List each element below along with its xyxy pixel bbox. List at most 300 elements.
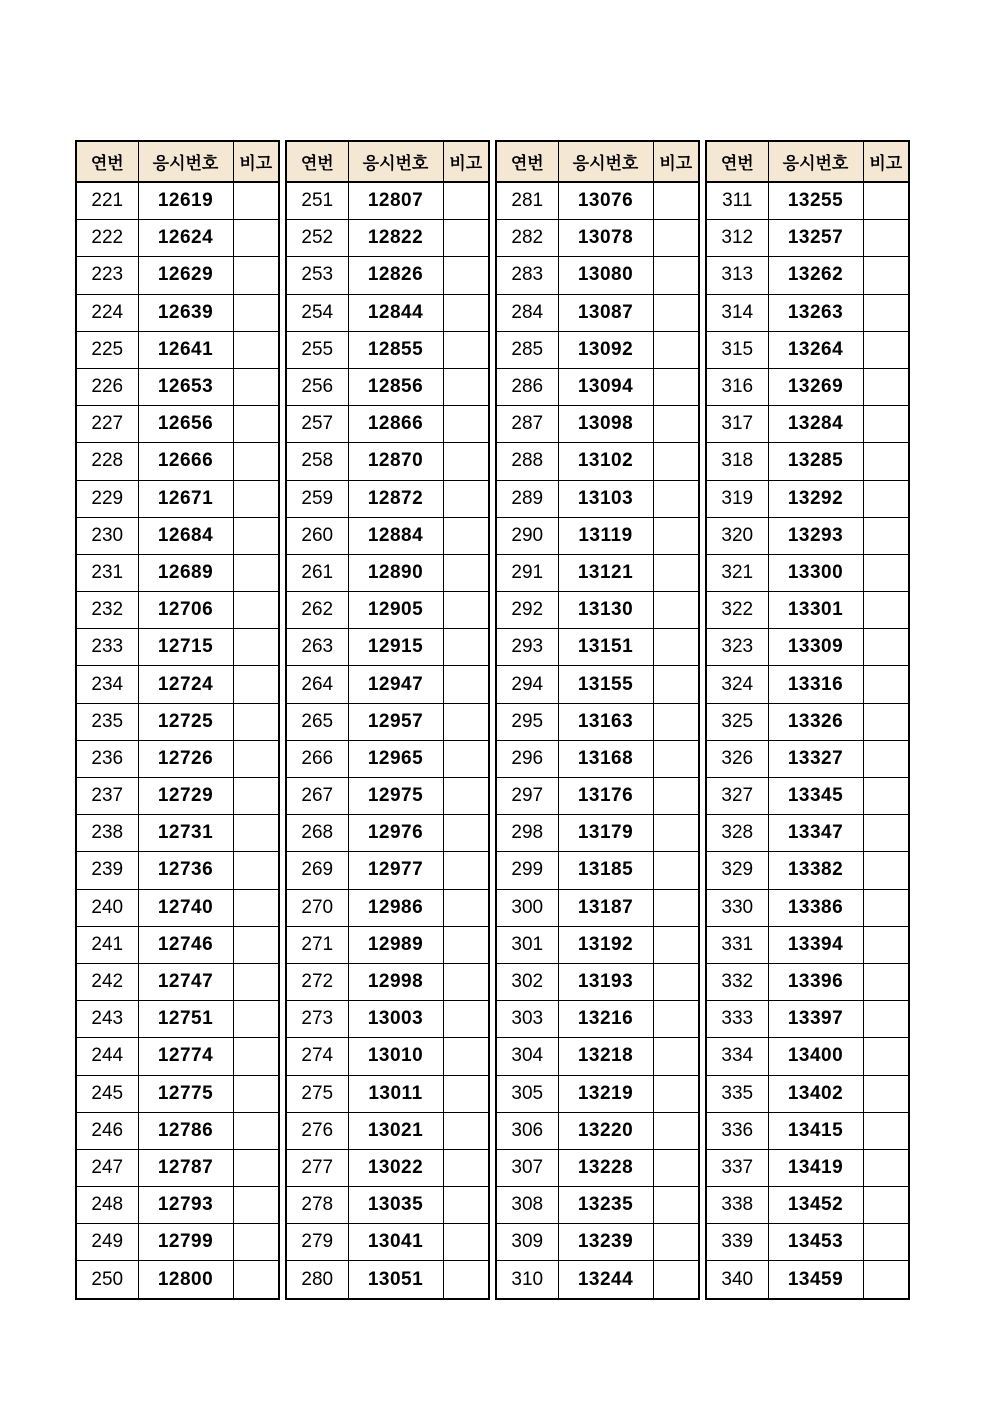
table-row <box>496 889 699 926</box>
serial-cell: 277 <box>286 1149 348 1186</box>
serial-cell: 229 <box>76 480 138 517</box>
remark-cell <box>443 889 489 926</box>
exam-number-cell: 12800 <box>138 1261 233 1299</box>
serial-cell: 295 <box>496 703 558 740</box>
remark-cell <box>863 480 909 517</box>
serial-cell: 317 <box>706 406 768 443</box>
serial-cell: 288 <box>496 443 558 480</box>
remark-cell <box>653 852 699 889</box>
serial-cell: 286 <box>496 368 558 405</box>
exam-number-cell: 12746 <box>138 926 233 963</box>
table-row <box>286 703 489 740</box>
table-row <box>496 1112 699 1149</box>
exam-number-cell: 13051 <box>348 1261 443 1299</box>
remark-cell <box>863 368 909 405</box>
serial-cell: 334 <box>706 1038 768 1075</box>
remark-cell <box>863 592 909 629</box>
table-row <box>286 889 489 926</box>
serial-cell: 267 <box>286 778 348 815</box>
exam-number-cell: 12826 <box>348 257 443 294</box>
exam-number-cell: 12619 <box>138 182 233 220</box>
serial-cell: 245 <box>76 1075 138 1112</box>
table-row <box>76 666 279 703</box>
header-row <box>496 141 699 182</box>
exam-number-cell: 12870 <box>348 443 443 480</box>
table-row <box>496 220 699 257</box>
table-row <box>496 406 699 443</box>
remark-cell <box>653 1261 699 1299</box>
column-header-exam-number: 응시번호 <box>348 141 443 182</box>
remark-cell <box>233 443 279 480</box>
remark-cell <box>653 740 699 777</box>
remark-cell <box>233 1038 279 1075</box>
exam-number-cell: 13400 <box>768 1038 863 1075</box>
table-row <box>286 1149 489 1186</box>
exam-number-cell: 13459 <box>768 1261 863 1299</box>
exam-number-cell: 12890 <box>348 554 443 591</box>
remark-cell <box>863 406 909 443</box>
table-row <box>76 703 279 740</box>
column-header-exam-number: 응시번호 <box>558 141 653 182</box>
remark-cell <box>443 778 489 815</box>
remark-cell <box>443 852 489 889</box>
serial-cell: 289 <box>496 480 558 517</box>
exam-number-cell: 13396 <box>768 963 863 1000</box>
exam-number-cell: 13453 <box>768 1224 863 1261</box>
remark-cell <box>443 1261 489 1299</box>
remark-cell <box>443 1001 489 1038</box>
exam-number-cell: 12751 <box>138 1001 233 1038</box>
remark-cell <box>443 1038 489 1075</box>
serial-cell: 321 <box>706 554 768 591</box>
serial-cell: 329 <box>706 852 768 889</box>
table-row <box>286 331 489 368</box>
table-row <box>76 443 279 480</box>
serial-cell: 300 <box>496 889 558 926</box>
remark-cell <box>233 1187 279 1224</box>
serial-cell: 275 <box>286 1075 348 1112</box>
table-row <box>706 815 909 852</box>
exam-number-cell: 13121 <box>558 554 653 591</box>
table-row <box>496 778 699 815</box>
exam-number-cell: 13078 <box>558 220 653 257</box>
serial-cell: 243 <box>76 1001 138 1038</box>
serial-cell: 319 <box>706 480 768 517</box>
table-row <box>286 852 489 889</box>
serial-cell: 284 <box>496 294 558 331</box>
exam-number-cell: 12787 <box>138 1149 233 1186</box>
exam-number-cell: 12689 <box>138 554 233 591</box>
table-row <box>76 963 279 1000</box>
table-row <box>286 926 489 963</box>
exam-number-cell: 12629 <box>138 257 233 294</box>
exam-number-cell: 13076 <box>558 182 653 220</box>
table-row <box>286 554 489 591</box>
serial-cell: 226 <box>76 368 138 405</box>
serial-cell: 311 <box>706 182 768 220</box>
serial-cell: 273 <box>286 1001 348 1038</box>
table-row <box>706 1224 909 1261</box>
exam-number-cell: 13035 <box>348 1187 443 1224</box>
exam-number-cell: 12822 <box>348 220 443 257</box>
exam-number-cell: 13293 <box>768 517 863 554</box>
exam-number-cell: 12786 <box>138 1112 233 1149</box>
exam-number-cell: 13415 <box>768 1112 863 1149</box>
exam-number-cell: 13228 <box>558 1149 653 1186</box>
remark-cell <box>233 666 279 703</box>
exam-number-cell: 12855 <box>348 331 443 368</box>
column-header-exam-number: 응시번호 <box>138 141 233 182</box>
exam-number-cell: 13386 <box>768 889 863 926</box>
table-row <box>706 294 909 331</box>
serial-cell: 320 <box>706 517 768 554</box>
table-row <box>706 182 909 220</box>
remark-cell <box>443 1224 489 1261</box>
remark-cell <box>443 554 489 591</box>
serial-cell: 235 <box>76 703 138 740</box>
column-header-serial: 연번 <box>286 141 348 182</box>
serial-cell: 291 <box>496 554 558 591</box>
remark-cell <box>443 740 489 777</box>
serial-cell: 331 <box>706 926 768 963</box>
serial-cell: 296 <box>496 740 558 777</box>
serial-cell: 265 <box>286 703 348 740</box>
table-row <box>496 703 699 740</box>
remark-cell <box>233 1001 279 1038</box>
remark-cell <box>233 703 279 740</box>
remark-cell <box>653 554 699 591</box>
remark-cell <box>233 1075 279 1112</box>
serial-cell: 225 <box>76 331 138 368</box>
table-row <box>496 592 699 629</box>
table-row <box>76 1187 279 1224</box>
remark-cell <box>653 517 699 554</box>
remark-cell <box>863 666 909 703</box>
serial-cell: 279 <box>286 1224 348 1261</box>
exam-number-cell: 12624 <box>138 220 233 257</box>
remark-cell <box>233 368 279 405</box>
table-row <box>286 815 489 852</box>
serial-cell: 302 <box>496 963 558 1000</box>
remark-cell <box>443 1187 489 1224</box>
table-row <box>286 517 489 554</box>
exam-number-cell: 13284 <box>768 406 863 443</box>
serial-cell: 276 <box>286 1112 348 1149</box>
exam-number-cell: 12747 <box>138 963 233 1000</box>
exam-number-cell: 13345 <box>768 778 863 815</box>
exam-number-cell: 13103 <box>558 480 653 517</box>
table-row <box>706 666 909 703</box>
table-row <box>76 740 279 777</box>
exam-number-cell: 13255 <box>768 182 863 220</box>
serial-cell: 290 <box>496 517 558 554</box>
serial-cell: 340 <box>706 1261 768 1299</box>
serial-cell: 332 <box>706 963 768 1000</box>
table-row <box>496 666 699 703</box>
remark-cell <box>863 554 909 591</box>
table-row <box>76 294 279 331</box>
exam-number-cell: 13419 <box>768 1149 863 1186</box>
remark-cell <box>233 220 279 257</box>
serial-cell: 248 <box>76 1187 138 1224</box>
remark-cell <box>653 480 699 517</box>
exam-number-cell: 13163 <box>558 703 653 740</box>
remark-cell <box>653 368 699 405</box>
exam-number-cell: 13382 <box>768 852 863 889</box>
exam-number-cell: 13402 <box>768 1075 863 1112</box>
exam-number-cell: 13327 <box>768 740 863 777</box>
serial-cell: 223 <box>76 257 138 294</box>
remark-cell <box>863 517 909 554</box>
remark-cell <box>443 1112 489 1149</box>
serial-cell: 325 <box>706 703 768 740</box>
remark-cell <box>863 629 909 666</box>
table-row <box>286 666 489 703</box>
remark-cell <box>233 406 279 443</box>
exam-number-cell: 12641 <box>138 331 233 368</box>
table-row <box>496 1224 699 1261</box>
serial-cell: 312 <box>706 220 768 257</box>
remark-cell <box>863 740 909 777</box>
column-header-exam-number: 응시번호 <box>768 141 863 182</box>
exam-number-cell: 12866 <box>348 406 443 443</box>
table-row <box>706 852 909 889</box>
remark-cell <box>653 1149 699 1186</box>
remark-cell <box>863 852 909 889</box>
exam-number-cell: 12775 <box>138 1075 233 1112</box>
remark-cell <box>653 1112 699 1149</box>
serial-cell: 322 <box>706 592 768 629</box>
serial-cell: 227 <box>76 406 138 443</box>
table-row <box>76 1075 279 1112</box>
serial-cell: 270 <box>286 889 348 926</box>
table-row <box>496 1261 699 1299</box>
header-row <box>286 141 489 182</box>
table-row <box>76 852 279 889</box>
column-header-remark: 비고 <box>443 141 489 182</box>
exam-number-cell: 13130 <box>558 592 653 629</box>
exam-number-cell: 13010 <box>348 1038 443 1075</box>
exam-number-cell: 13300 <box>768 554 863 591</box>
exam-number-cell: 13021 <box>348 1112 443 1149</box>
table-row <box>76 926 279 963</box>
table-row <box>706 368 909 405</box>
serial-cell: 314 <box>706 294 768 331</box>
table-row <box>286 1112 489 1149</box>
serial-cell: 294 <box>496 666 558 703</box>
exam-number-cell: 13264 <box>768 331 863 368</box>
exam-number-cell: 12915 <box>348 629 443 666</box>
serial-cell: 237 <box>76 778 138 815</box>
exam-number-cell: 12989 <box>348 926 443 963</box>
exam-number-cell: 12905 <box>348 592 443 629</box>
remark-cell <box>863 1112 909 1149</box>
column-header-remark: 비고 <box>863 141 909 182</box>
exam-number-cell: 13263 <box>768 294 863 331</box>
exam-number-cell: 12844 <box>348 294 443 331</box>
remark-cell <box>443 406 489 443</box>
remark-cell <box>233 1112 279 1149</box>
serial-cell: 262 <box>286 592 348 629</box>
exam-number-cell: 12653 <box>138 368 233 405</box>
serial-cell: 336 <box>706 1112 768 1149</box>
table-row <box>76 406 279 443</box>
exam-number-cell: 12977 <box>348 852 443 889</box>
table-row <box>496 294 699 331</box>
remark-cell <box>653 592 699 629</box>
remark-cell <box>653 257 699 294</box>
exam-number-cell: 13244 <box>558 1261 653 1299</box>
table-row <box>286 778 489 815</box>
table-row <box>706 1187 909 1224</box>
remark-cell <box>863 1075 909 1112</box>
table-row <box>496 443 699 480</box>
table-row <box>496 368 699 405</box>
remark-cell <box>863 257 909 294</box>
remark-cell <box>653 926 699 963</box>
serial-cell: 292 <box>496 592 558 629</box>
serial-cell: 266 <box>286 740 348 777</box>
exam-number-cell: 12740 <box>138 889 233 926</box>
serial-cell: 333 <box>706 1001 768 1038</box>
table-row <box>286 1001 489 1038</box>
remark-cell <box>863 963 909 1000</box>
table-row <box>706 443 909 480</box>
remark-cell <box>653 443 699 480</box>
table-row <box>706 517 909 554</box>
remark-cell <box>443 1149 489 1186</box>
exam-number-cell: 13155 <box>558 666 653 703</box>
serial-cell: 240 <box>76 889 138 926</box>
exam-number-cell: 13257 <box>768 220 863 257</box>
exam-number-cell: 13285 <box>768 443 863 480</box>
serial-cell: 323 <box>706 629 768 666</box>
remark-cell <box>863 1187 909 1224</box>
remark-cell <box>233 1224 279 1261</box>
remark-cell <box>653 406 699 443</box>
remark-cell <box>233 778 279 815</box>
serial-cell: 308 <box>496 1187 558 1224</box>
remark-cell <box>863 443 909 480</box>
table-row <box>286 406 489 443</box>
table-row <box>76 1038 279 1075</box>
table-row <box>496 554 699 591</box>
serial-cell: 307 <box>496 1149 558 1186</box>
exam-number-cell: 13102 <box>558 443 653 480</box>
table-header <box>496 141 699 182</box>
exam-number-cell: 12731 <box>138 815 233 852</box>
remark-cell <box>443 480 489 517</box>
serial-cell: 252 <box>286 220 348 257</box>
table-row <box>706 1001 909 1038</box>
table-row <box>286 1075 489 1112</box>
exam-number-cell: 12799 <box>138 1224 233 1261</box>
remark-cell <box>233 1261 279 1299</box>
exam-number-cell: 13309 <box>768 629 863 666</box>
remark-cell <box>233 963 279 1000</box>
table-row <box>286 294 489 331</box>
remark-cell <box>653 889 699 926</box>
remark-cell <box>653 703 699 740</box>
serial-cell: 285 <box>496 331 558 368</box>
exam-number-cell: 13011 <box>348 1075 443 1112</box>
remark-cell <box>233 182 279 220</box>
table-row <box>286 220 489 257</box>
serial-cell: 238 <box>76 815 138 852</box>
table-row <box>496 1149 699 1186</box>
table-row <box>706 778 909 815</box>
exam-number-cell: 13394 <box>768 926 863 963</box>
table-row <box>286 1224 489 1261</box>
table-row <box>76 220 279 257</box>
remark-cell <box>233 592 279 629</box>
remark-cell <box>233 1149 279 1186</box>
table-row <box>706 926 909 963</box>
table-group-2 <box>285 140 490 1300</box>
serial-cell: 250 <box>76 1261 138 1299</box>
exam-number-cell: 13316 <box>768 666 863 703</box>
remark-cell <box>653 182 699 220</box>
serial-cell: 283 <box>496 257 558 294</box>
remark-cell <box>863 1038 909 1075</box>
remark-cell <box>653 1187 699 1224</box>
exam-number-cell: 13098 <box>558 406 653 443</box>
table-group-1 <box>75 140 280 1300</box>
table-row <box>76 815 279 852</box>
table-row <box>76 778 279 815</box>
column-header-serial: 연번 <box>496 141 558 182</box>
table-group-3 <box>495 140 700 1300</box>
remark-cell <box>233 554 279 591</box>
remark-cell <box>863 778 909 815</box>
exam-number-cell: 13218 <box>558 1038 653 1075</box>
remark-cell <box>863 926 909 963</box>
remark-cell <box>863 815 909 852</box>
serial-cell: 230 <box>76 517 138 554</box>
remark-cell <box>443 926 489 963</box>
exam-number-cell: 12976 <box>348 815 443 852</box>
table-row <box>706 1075 909 1112</box>
remark-cell <box>863 294 909 331</box>
exam-number-cell: 13041 <box>348 1224 443 1261</box>
serial-cell: 274 <box>286 1038 348 1075</box>
table-row <box>706 1261 909 1299</box>
serial-cell: 313 <box>706 257 768 294</box>
table-row <box>286 1038 489 1075</box>
exam-number-cell: 12729 <box>138 778 233 815</box>
table-row <box>706 554 909 591</box>
remark-cell <box>863 1224 909 1261</box>
remark-cell <box>443 220 489 257</box>
column-header-remark: 비고 <box>653 141 699 182</box>
table-row <box>76 331 279 368</box>
table-row <box>706 703 909 740</box>
table-row <box>286 182 489 220</box>
table-row <box>496 1001 699 1038</box>
remark-cell <box>443 257 489 294</box>
header-row <box>76 141 279 182</box>
serial-cell: 328 <box>706 815 768 852</box>
serial-cell: 257 <box>286 406 348 443</box>
table-row <box>286 368 489 405</box>
remark-cell <box>863 182 909 220</box>
serial-cell: 306 <box>496 1112 558 1149</box>
table-row <box>286 257 489 294</box>
remark-cell <box>443 963 489 1000</box>
exam-number-cell: 13239 <box>558 1224 653 1261</box>
table-row <box>76 480 279 517</box>
remark-cell <box>653 629 699 666</box>
